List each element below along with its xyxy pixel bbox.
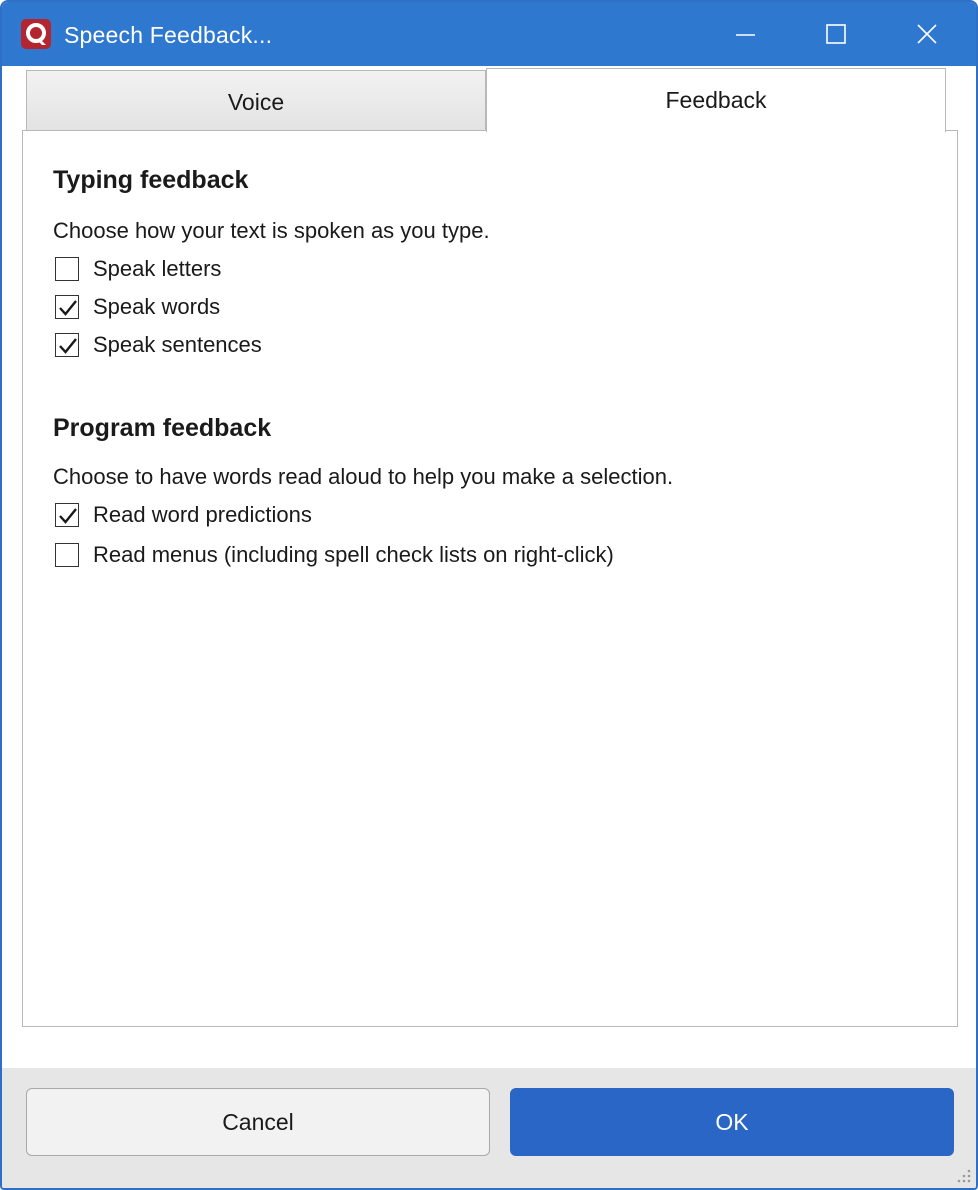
speak-letters-label: Speak letters — [93, 256, 222, 281]
program-feedback-description: Choose to have words read aloud to help you make a selection. — [53, 464, 674, 489]
typing-feedback-heading: Typing feedback — [53, 166, 249, 194]
dialog-footer — [2, 1068, 976, 1188]
checkbox-box[interactable] — [55, 333, 79, 357]
close-icon — [882, 2, 974, 66]
tab-voice-label: Voice — [227, 89, 285, 115]
checkbox-box[interactable] — [55, 295, 79, 319]
checkmark-icon — [56, 504, 80, 528]
program-feedback-heading: Program feedback — [53, 414, 272, 442]
app-logo-icon — [21, 19, 51, 49]
window-title: Speech Feedback... — [64, 22, 273, 48]
read-menus-label: Read menus (including spell check lists on right-click) — [93, 542, 614, 567]
maximize-button[interactable] — [790, 2, 882, 66]
read-word-predictions-label: Read word predictions — [93, 502, 312, 527]
maximize-icon — [790, 2, 882, 66]
ok-button[interactable]: OK — [510, 1088, 954, 1156]
close-button[interactable] — [882, 2, 974, 66]
speak-sentences-label: Speak sentences — [93, 332, 262, 357]
tab-feedback[interactable] — [486, 68, 946, 132]
title-bar[interactable] — [2, 2, 976, 66]
tab-feedback-label: Feedback — [665, 87, 767, 113]
minimize-icon — [700, 2, 792, 66]
cancel-button[interactable]: Cancel — [26, 1088, 490, 1156]
checkbox-box[interactable] — [55, 257, 79, 281]
feedback-panel — [22, 130, 958, 1027]
checkmark-icon — [56, 296, 80, 320]
checkbox-box[interactable] — [55, 543, 79, 567]
typing-feedback-description: Choose how your text is spoken as you type. — [53, 218, 490, 243]
minimize-button[interactable] — [700, 2, 792, 66]
checkbox-box[interactable] — [55, 503, 79, 527]
tab-voice[interactable] — [26, 70, 486, 130]
resize-grip-icon[interactable] — [954, 1166, 972, 1184]
checkmark-icon — [56, 334, 80, 358]
speak-words-label: Speak words — [93, 294, 221, 319]
